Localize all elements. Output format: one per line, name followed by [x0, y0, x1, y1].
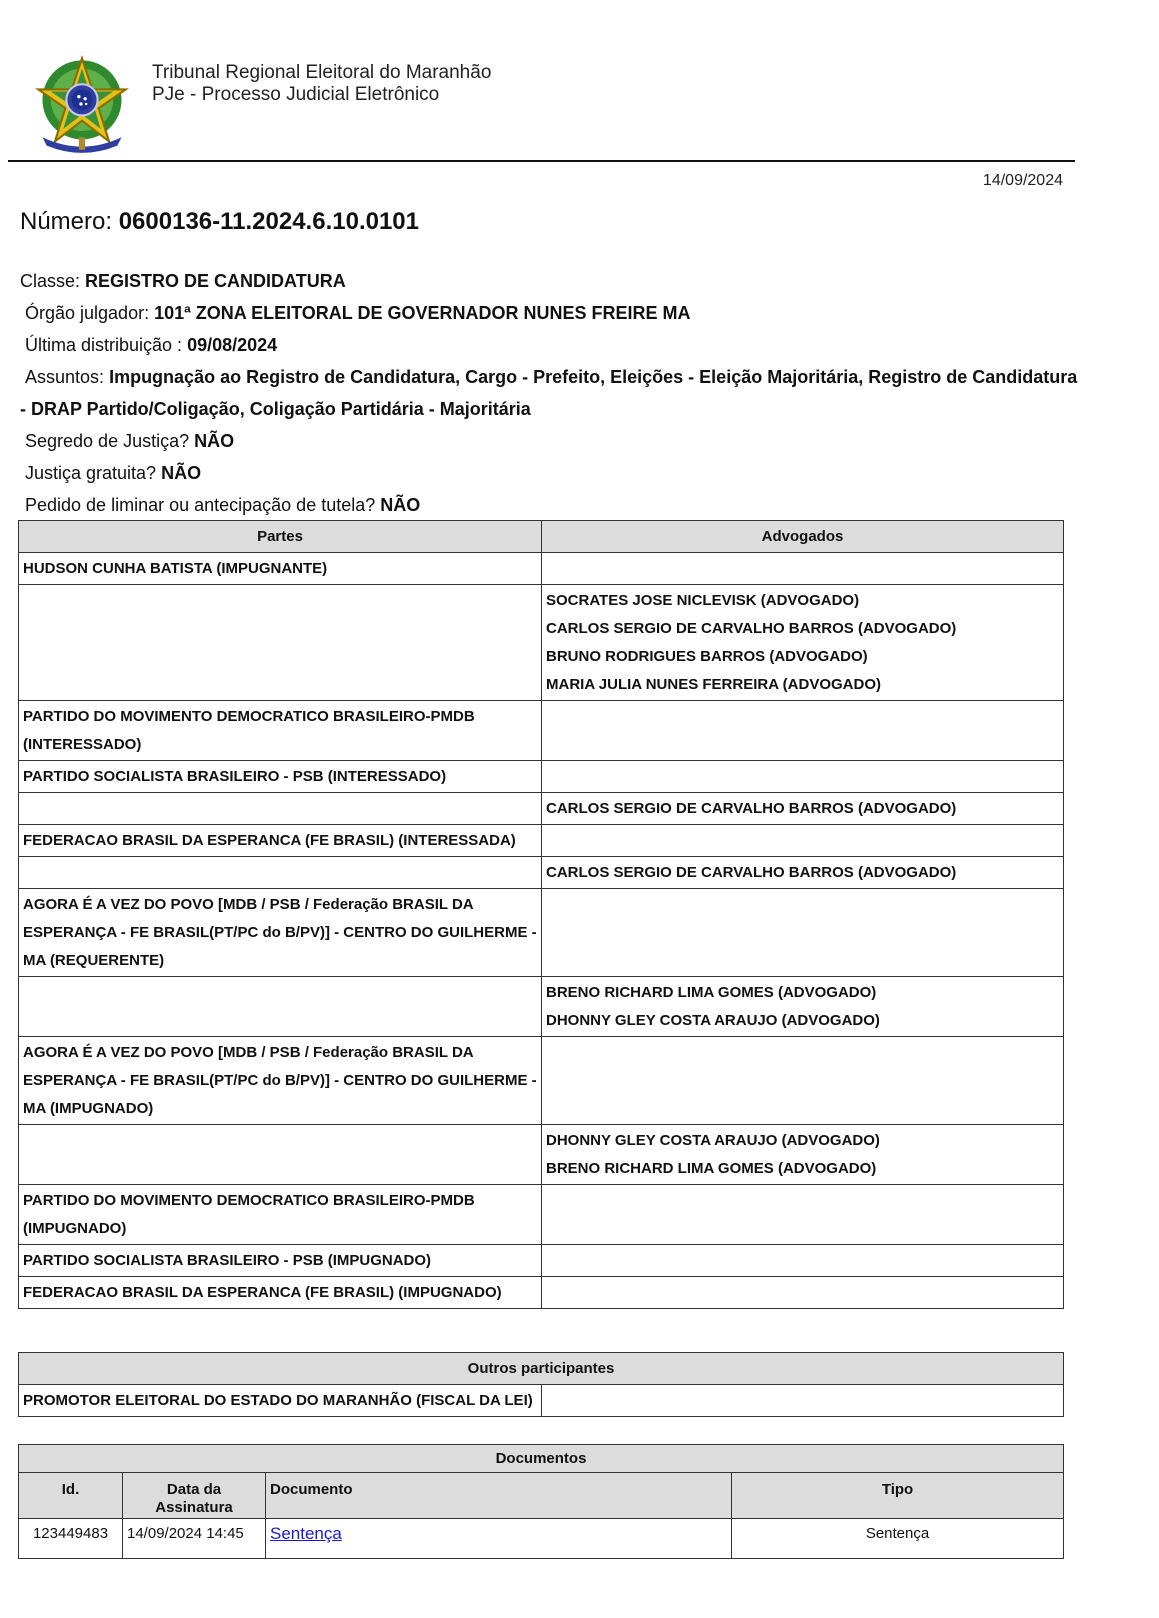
tipo-column-header: Tipo [732, 1473, 1064, 1519]
partes-table [18, 520, 1064, 1309]
partes-column-header: Partes [19, 521, 542, 553]
liminar-line [20, 489, 1080, 521]
assuntos-label: Assuntos: [25, 367, 105, 387]
coat-of-arms-logo-icon [30, 52, 134, 156]
assuntos-value: Impugnação ao Registro de Candidatura, Cargo - Prefeito, Eleições - Eleição Majoritária, Registro de Candidatura - DRAP Partido/Coligação, Coligação Partidária - Majoritária [20, 367, 1078, 419]
document-date: 14/09/2024 [982, 172, 1063, 189]
gratuita-line [20, 457, 1080, 489]
party-row [19, 889, 1064, 977]
party-row [19, 1037, 1064, 1125]
orgao-label: Órgão julgador: [25, 303, 150, 323]
advogado-name: BRUNO RODRIGUES BARROS (ADVOGADO) [546, 648, 868, 665]
outros-table-body [19, 1385, 1064, 1417]
documento-link[interactable]: Sentença [270, 1524, 342, 1543]
parte-cell: PARTIDO DO MOVIMENTO DEMOCRATICO BRASILEIRO-PMDB (INTERESSADO) [19, 701, 542, 761]
party-row [19, 553, 1064, 585]
partes-header-row [19, 521, 1064, 553]
header-divider [8, 160, 1075, 162]
advogados-cell [542, 793, 1064, 825]
process-metadata [20, 265, 1080, 521]
party-row [19, 793, 1064, 825]
advogados-cell [542, 1385, 1064, 1417]
document-header [0, 0, 1159, 162]
documento-tipo: Sentença [732, 1519, 1064, 1559]
classe-value: REGISTRO DE CANDIDATURA [85, 271, 346, 291]
party-row [19, 1245, 1064, 1277]
gratuita-value: NÃO [161, 463, 202, 483]
segredo-value: NÃO [194, 431, 235, 451]
documentos-header: Documentos [19, 1445, 1064, 1473]
documento-row [19, 1519, 1064, 1559]
party-row [19, 701, 1064, 761]
segredo-line [20, 425, 1080, 457]
parte-cell: PARTIDO SOCIALISTA BRASILEIRO - PSB (IMPUGNADO) [19, 1245, 542, 1277]
advogado-name: DHONNY GLEY COSTA ARAUJO (ADVOGADO) [546, 1132, 880, 1149]
parte-cell: AGORA É A VEZ DO POVO [MDB / PSB / Federação BRASIL DA ESPERANÇA - FE BRASIL(PT/PC do B/PV)] - CENTRO DO GUILHERME - MA (IMPUGNADO) [19, 1037, 542, 1125]
process-number-label: Número: [20, 208, 113, 235]
advogados-cell [542, 553, 1064, 585]
party-row [19, 761, 1064, 793]
advogado-name: BRENO RICHARD LIMA GOMES (ADVOGADO) [546, 984, 877, 1001]
distribuicao-line [20, 329, 1080, 361]
advogado-name: CARLOS SERGIO DE CARVALHO BARROS (ADVOGADO) [546, 620, 957, 637]
advogados-cell [542, 701, 1064, 761]
documentos-table-body [19, 1519, 1064, 1559]
orgao-value: 101ª ZONA ELEITORAL DE GOVERNADOR NUNES FREIRE MA [154, 303, 691, 323]
advogados-cell [542, 977, 1064, 1037]
orgao-line [20, 297, 1080, 329]
data-assinatura-column-header: Data da Assinatura [123, 1473, 266, 1519]
classe-label: Classe: [20, 271, 81, 291]
parte-cell: HUDSON CUNHA BATISTA (IMPUGNANTE) [19, 553, 542, 585]
documento-column-header: Documento [266, 1473, 732, 1519]
parte-cell [19, 857, 542, 889]
parte-cell: PROMOTOR ELEITORAL DO ESTADO DO MARANHÃO (FISCAL DA LEI) [19, 1385, 542, 1417]
advogados-cell [542, 1125, 1064, 1185]
party-row [19, 1277, 1064, 1309]
parte-cell: AGORA É A VEZ DO POVO [MDB / PSB / Federação BRASIL DA ESPERANÇA - FE BRASIL(PT/PC do B/PV)] - CENTRO DO GUILHERME - MA (REQUERENTE) [19, 889, 542, 977]
parte-cell: FEDERACAO BRASIL DA ESPERANCA (FE BRASIL) (IMPUGNADO) [19, 1277, 542, 1309]
segredo-label: Segredo de Justiça? [25, 431, 190, 451]
parte-cell [19, 585, 542, 701]
liminar-value: NÃO [380, 495, 421, 515]
advogados-cell [542, 1245, 1064, 1277]
advogados-cell [542, 1185, 1064, 1245]
party-row [19, 825, 1064, 857]
process-number-line [20, 208, 419, 236]
advogado-name: CARLOS SERGIO DE CARVALHO BARROS (ADVOGADO) [546, 864, 957, 881]
outros-header-row [19, 1353, 1064, 1385]
party-row [19, 977, 1064, 1037]
party-row [19, 1385, 1064, 1417]
advogados-cell [542, 1277, 1064, 1309]
id-column-header: Id. [19, 1473, 123, 1519]
documento-data-assinatura: 14/09/2024 14:45 [123, 1519, 266, 1559]
documento-cell [266, 1519, 732, 1559]
parte-cell: PARTIDO SOCIALISTA BRASILEIRO - PSB (INTERESSADO) [19, 761, 542, 793]
documentos-columns-row [19, 1473, 1064, 1519]
advogados-cell [542, 1037, 1064, 1125]
documento-id: 123449483 [19, 1519, 123, 1559]
outros-header: Outros participantes [19, 1353, 1064, 1385]
advogados-cell [542, 889, 1064, 977]
advogado-name: BRENO RICHARD LIMA GOMES (ADVOGADO) [546, 1160, 877, 1177]
liminar-label: Pedido de liminar ou antecipação de tutela? [25, 495, 376, 515]
advogado-name: MARIA JULIA NUNES FERREIRA (ADVOGADO) [546, 676, 882, 693]
outros-participantes-table [18, 1352, 1064, 1417]
advogado-name: SOCRATES JOSE NICLEVISK (ADVOGADO) [546, 592, 860, 609]
parte-cell: FEDERACAO BRASIL DA ESPERANCA (FE BRASIL) (INTERESSADA) [19, 825, 542, 857]
distribuicao-value: 09/08/2024 [187, 335, 278, 355]
advogados-cell [542, 825, 1064, 857]
partes-table-body [19, 553, 1064, 1309]
process-number: 0600136-11.2024.6.10.0101 [118, 208, 419, 235]
parte-cell [19, 793, 542, 825]
parte-cell: PARTIDO DO MOVIMENTO DEMOCRATICO BRASILEIRO-PMDB (IMPUGNADO) [19, 1185, 542, 1245]
gratuita-label: Justiça gratuita? [25, 463, 157, 483]
advogados-cell [542, 585, 1064, 701]
advogados-column-header: Advogados [542, 521, 1064, 553]
documentos-table [18, 1444, 1064, 1559]
classe-line [20, 265, 1080, 297]
advogado-name: CARLOS SERGIO DE CARVALHO BARROS (ADVOGADO) [546, 800, 957, 817]
parte-cell [19, 977, 542, 1037]
advogados-cell [542, 857, 1064, 889]
system-name: PJe - Processo Judicial Eletrônico [152, 84, 440, 105]
documentos-title-row [19, 1445, 1064, 1473]
party-row [19, 1125, 1064, 1185]
org-title-block [152, 62, 491, 106]
party-row [19, 585, 1064, 701]
advogados-cell [542, 761, 1064, 793]
org-name: Tribunal Regional Eleitoral do Maranhão [152, 62, 492, 83]
party-row [19, 857, 1064, 889]
assuntos-line [20, 361, 1080, 425]
advogado-name: DHONNY GLEY COSTA ARAUJO (ADVOGADO) [546, 1012, 880, 1029]
distribuicao-label: Última distribuição : [25, 335, 183, 355]
parte-cell [19, 1125, 542, 1185]
party-row [19, 1185, 1064, 1245]
